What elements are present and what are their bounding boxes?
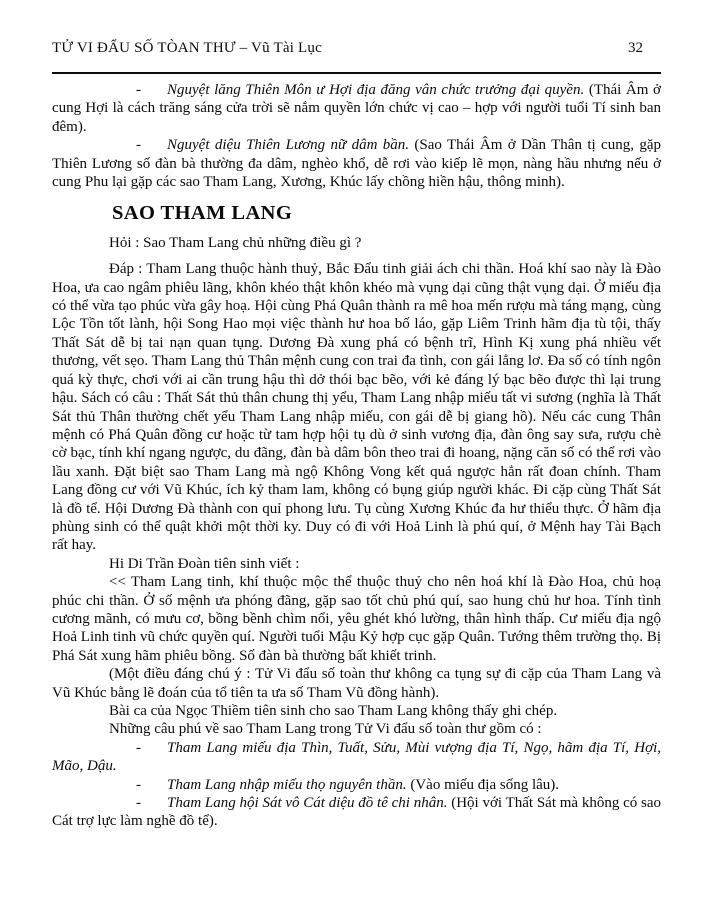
page-number: 32: [628, 40, 643, 56]
bullet-dash: -: [136, 776, 141, 793]
bullet-phrase-italic: Tham Lang hội Sát vô Cát diệu đồ tê chi nhân.: [167, 795, 448, 812]
bullet-phrase-italic: Tham Lang miếu địa Thìn, Tuất, Sửu, Mùi vượng địa Tí, Ngọ, hãm địa Tí, Hợi, Mão, Dậu.: [52, 739, 661, 775]
bullet-phrase-italic: Tham Lang nhập miếu thọ nguyên thần.: [167, 776, 407, 793]
bullet-dash: -: [136, 795, 141, 812]
phu-bullet-2: [52, 776, 661, 794]
section-heading: SAO THAM LANG: [112, 202, 293, 225]
page-header: [52, 40, 661, 57]
phu-bullet-3: [52, 794, 661, 831]
phu-bullet-1: [52, 739, 661, 776]
bullet-dash: -: [136, 82, 141, 98]
bullet-gloss: (Thái Âm ở cung Hợi là cách trăng sáng cửa trời sẽ nắm quyền lớn chức vị cao – hợp với người tuổi Tí sinh ban đêm).: [52, 82, 661, 135]
intro-bullet-2: [52, 136, 661, 191]
note-paragraph: (Một điều đáng chú ý : Tử Vi đẩu số toàn thư không ca tụng sự đi cặp của Tham Lang và Vũ Khúc bằng lẽ đoán của tổ tiên ta ưa số Tham Vũ đồng hành).: [52, 666, 661, 701]
intro-bullet-1: [52, 81, 661, 136]
header-rule: [52, 72, 661, 74]
bullet-dash: -: [136, 739, 141, 756]
bullet-phrase-italic: Nguyệt lăng Thiên Môn ư Hợi địa đăng vân chức trưởng đại quyền.: [167, 82, 585, 98]
question-paragraph: Hỏi : Sao Tham Lang chủ những điều gì ?: [109, 234, 362, 251]
document-title: TỬ VI ĐẨU SỐ TÒAN THƯ – Vũ Tài Lục: [52, 40, 322, 56]
document-body: [52, 81, 661, 831]
answer-paragraph: Đáp : Tham Lang thuộc hành thuỷ, Bắc Đẩu tinh giải ách chi thần. Hoá khí sao này là Đào Hoa, ưa cao ngâm phiêu lãng, khôn khéo thật khôn khéo mà vụng dại cũng thật vụng dại. Ở miếu địa có thể vừa tạo phúc vừa gây hoạ. Hội cùng Phá Quân thành ra mê hoa mến rượu mà táng mạng, cùng Lộc Tồn tốt lành, hội Song Hao mọi việc thành hư hoa bố láo, gặp Liêm Trinh hãm địa tù tội, thấy Thất Sát dễ bị tai nạn quan tụng. Dương Đà xung phá có bệnh trĩ, Hình Kị xung phá nhiều vết thương, vết sẹo. Tham Lang thủ Thân mệnh cung con trai đa tình, con gái lẳng lơ. Đa số có tính ngôn quá kỳ thực, chơi với ai cần trung hậu thì dở thói bạc bẽo, với kẻ đáng lý bạc bẽo được thì lại trung hậu. Sách có câu : Thất Sát thủ thân chung thị yểu, Tham Lang nhập miếu tất vi sương (nghĩa là Thất Sát thủ Thân thường chết yểu Tham Lang nhập miếu, con gái dễ bị giang hồ). Nếu các cung Thân mệnh có Phá Quân đồng cư hoặc từ tam hợp hội tụ dù ở sinh vương địa, đàn ông say sưa, rượu chè cờ bạc, tính khí ngang ngược, du đãng, đàn bà dâm bôn theo trai đi hoang, nặng căn số có thể rơi vào lầu xanh. Đặt biệt sao Tham Lang mà ngộ Không Vong kết quả ngược hẳn rất đoan chính. Tham Lang đồng cư với Vũ Khúc, ích kỷ tham lam, không có bụng giúp người khác. Đi cặp cùng Thất Sát là đồ tể. Hội Dương Đà thành con quỉ phong lưu. Tụ cùng Xương Khúc đa hư thiểu thực. Ở hãm địa phùng sinh có thể quật khởi một thời ky. Duy có đi với Hoả Linh là phú quí, ở Mệnh hay Tài Bạch rất hay.: [52, 261, 661, 554]
bullet-gloss: (Hội với Thất Sát mà không có sao Cát trợ lực làm nghề đồ tể).: [52, 795, 661, 830]
bullet-dash: -: [136, 137, 141, 154]
bullet-phrase-italic: Nguyệt diệu Thiên Lương nữ dâm bần.: [167, 137, 410, 154]
bullet-gloss: (Vào miếu địa sống lâu).: [410, 776, 560, 793]
hidi-quote-paragraph: << Tham Lang tinh, khí thuộc mộc thể thuộc thuỷ cho nên hoá khí là Đào Hoa, chủ hoạ phúc chi thần. Ở số mệnh ưa phóng đãng, gặp sao tốt chủ phú quí, sao hung chủ hư hoa. Tính tình cương mãnh, có mưu cơ, bồng bềnh chìm nổi, yêu ghét khó lường, thân hình thấp. Cư miếu địa ngộ Hoả Linh tinh vũ chức quyền quí. Người tuổi Mậu Kỷ hợp cục gặp Quân. Tướng thêm trường thọ. Bị Phá Sát xung hãm phiêu bồng. Số đàn bà thường bất khiết trinh.: [52, 574, 661, 664]
hidi-intro-paragraph: Hi Di Trần Đoàn tiên sinh viết :: [109, 555, 300, 572]
phu-intro-paragraph: Những câu phú về sao Tham Lang trong Tử Vi đẩu số toàn thư gồm có :: [109, 721, 542, 738]
bullet-gloss: (Sao Thái Âm ở Dần Thân tị cung, gặp Thiên Lương số đàn bà thường đa dâm, nghèo khổ, dễ rơi vào kiếp lẽ mọn, nàng hầu nhưng nếu ở cung Phu lại gặp các sao Tham Lang, Xương, Khúc lấy chồng hiền hậu, thông minh).: [52, 137, 661, 191]
ngoc-thiem-paragraph: Bài ca của Ngọc Thiềm tiên sinh cho sao Tham Lang không thấy ghi chép.: [109, 703, 558, 719]
